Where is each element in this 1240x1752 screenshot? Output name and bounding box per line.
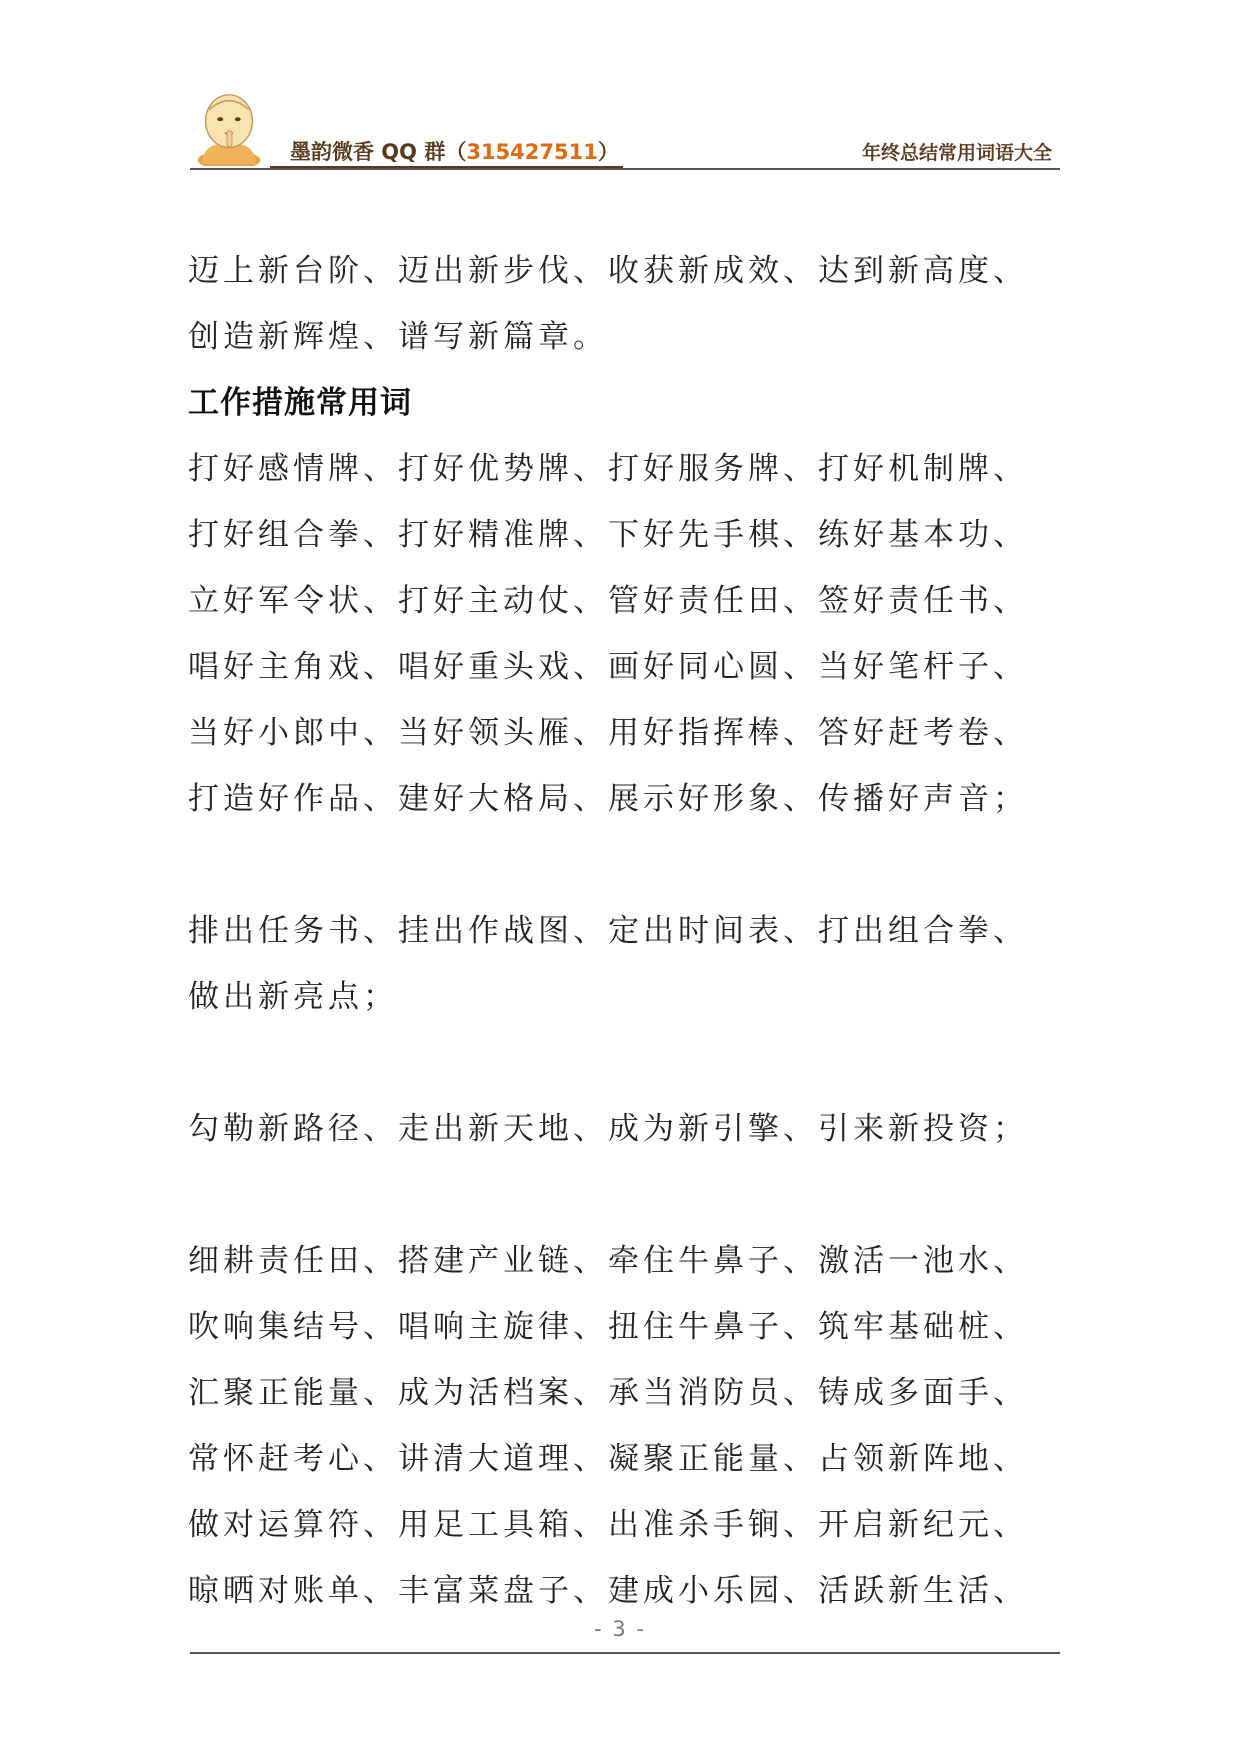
- paragraph-gap: [188, 1162, 1038, 1228]
- page-body: [188, 238, 1038, 1624]
- footer-rule: [190, 1652, 1060, 1654]
- text-line: 细耕责任田、搭建产业链、牵住牛鼻子、激活一池水、: [188, 1243, 1028, 1279]
- text-line: 做对运算符、用足工具箱、出准杀手锏、开启新纪元、: [188, 1507, 1028, 1543]
- text-line: 做出新亮点；: [188, 979, 398, 1015]
- text-line: 打造好作品、建好大格局、展示好形象、传播好声音；: [188, 781, 1028, 817]
- header-group-label: [290, 136, 619, 166]
- header-rule: [190, 168, 1060, 170]
- text-line: 晾晒对账单、丰富菜盘子、建成小乐园、活跃新生活、: [188, 1573, 1028, 1609]
- text-line: 唱好主角戏、唱好重头戏、画好同心圆、当好笔杆子、: [188, 649, 1028, 685]
- text-line: 吹响集结号、唱响主旋律、扭住牛鼻子、筑牢基础桩、: [188, 1309, 1028, 1345]
- header-group-name: 墨韵微香 QQ 群（: [290, 140, 467, 164]
- text-line: 排出任务书、挂出作战图、定出时间表、打出组合拳、: [188, 913, 1028, 949]
- text-line: 打好组合拳、打好精准牌、下好先手棋、练好基本功、: [188, 517, 1028, 553]
- text-line: 打好感情牌、打好优势牌、打好服务牌、打好机制牌、: [188, 451, 1028, 487]
- text-line: 当好小郎中、当好领头雁、用好指挥棒、答好赶考卷、: [188, 715, 1028, 751]
- section-heading: 工作措施常用词: [188, 385, 412, 421]
- text-line: 勾勒新路径、走出新天地、成为新引擎、引来新投资；: [188, 1111, 1028, 1147]
- page-header: [190, 80, 1060, 172]
- header-qq-number: 315427511: [466, 140, 598, 164]
- paragraph-gap: [188, 1030, 1038, 1096]
- header-group-close: ）: [597, 140, 619, 164]
- text-line: 创造新辉煌、谱写新篇章。: [188, 319, 608, 355]
- text-line: 立好军令状、打好主动仗、管好责任田、签好责任书、: [188, 583, 1028, 619]
- text-line: 迈上新台阶、迈出新步伐、收获新成效、达到新高度、: [188, 253, 1028, 289]
- child-face-portrait-icon: [190, 88, 268, 166]
- text-line: 常怀赶考心、讲清大道理、凝聚正能量、占领新阵地、: [188, 1441, 1028, 1477]
- page-number: - 3 -: [594, 1617, 646, 1641]
- text-line: 汇聚正能量、成为活档案、承当消防员、铸成多面手、: [188, 1375, 1028, 1411]
- paragraph-gap: [188, 832, 1038, 898]
- header-doc-title: 年终总结常用词语大全: [861, 142, 1052, 164]
